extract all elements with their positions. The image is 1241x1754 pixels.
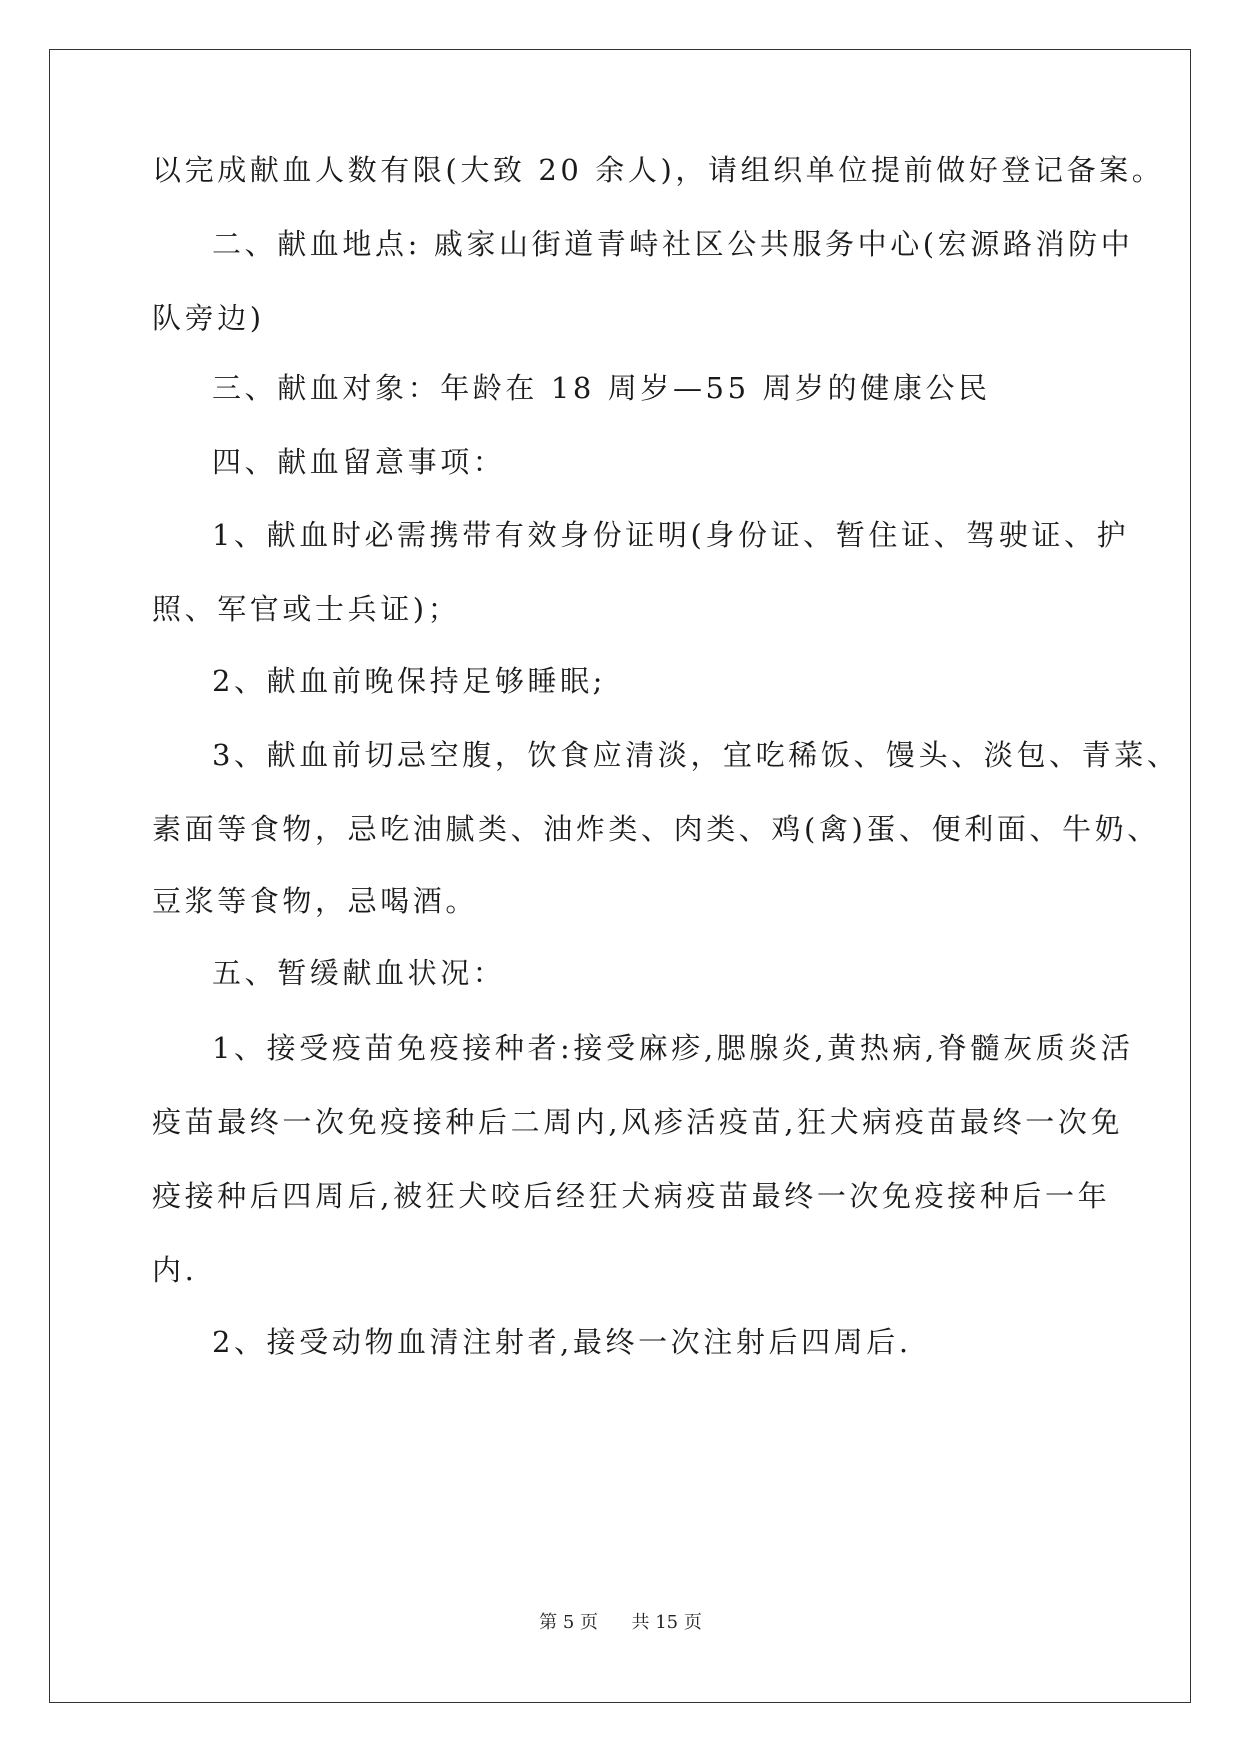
list-item-1-line-1: 1、献血时必需携带有效身份证明(身份证、暂住证、驾驶证、护 xyxy=(212,518,1130,552)
section-5-heading: 五、暂缓献血状况： xyxy=(212,956,506,990)
body-line-3: 队旁边) xyxy=(152,301,265,335)
list-item-2: 2、献血前晚保持足够睡眠; xyxy=(212,664,607,698)
list-item-3-line-1: 3、献血前切忌空腹，饮食应清淡，宜吃稀饭、馒头、淡包、青菜、 xyxy=(212,738,1180,772)
page-total: 共 15 页 xyxy=(631,1612,702,1633)
list-item-3-line-2: 素面等食物，忌吃油腻类、油炸类、肉类、鸡(禽)蛋、便利面、牛奶、 xyxy=(152,812,1160,846)
defer-item-1-line-3: 疫接种后四周后,被狂犬咬后经狂犬病疫苗最终一次免疫接种后一年 xyxy=(152,1179,1111,1213)
body-line-1: 以完成献血人数有限(大致 20 余人)，请组织单位提前做好登记备案。 xyxy=(152,153,1165,187)
section-4-heading: 四、献血留意事项： xyxy=(212,445,506,479)
page-footer xyxy=(0,1608,1241,1634)
defer-item-1-line-4: 内. xyxy=(152,1253,198,1287)
page-border xyxy=(49,49,1191,1703)
list-item-3-line-3: 豆浆等食物，忌喝酒。 xyxy=(152,884,479,918)
list-item-1-line-2: 照、军官或士兵证)； xyxy=(152,592,461,626)
section-3-heading: 三、献血对象：年龄在 18 周岁—55 周岁的健康公民 xyxy=(212,371,991,405)
defer-item-1-line-2: 疫苗最终一次免疫接种后二周内,风疹活疫苗,狂犬病疫苗最终一次免 xyxy=(152,1105,1124,1139)
defer-item-1-line-1: 1、接受疫苗免疫接种者:接受麻疹,腮腺炎,黄热病,脊髓灰质炎活 xyxy=(212,1031,1134,1065)
defer-item-2: 2、接受动物血清注射者,最终一次注射后四周后. xyxy=(212,1325,912,1359)
page-number: 第 5 页 xyxy=(539,1612,599,1633)
section-2-heading: 二、献血地点: 戚家山街道青峙社区公共服务中心(宏源路消防中 xyxy=(212,227,1134,261)
